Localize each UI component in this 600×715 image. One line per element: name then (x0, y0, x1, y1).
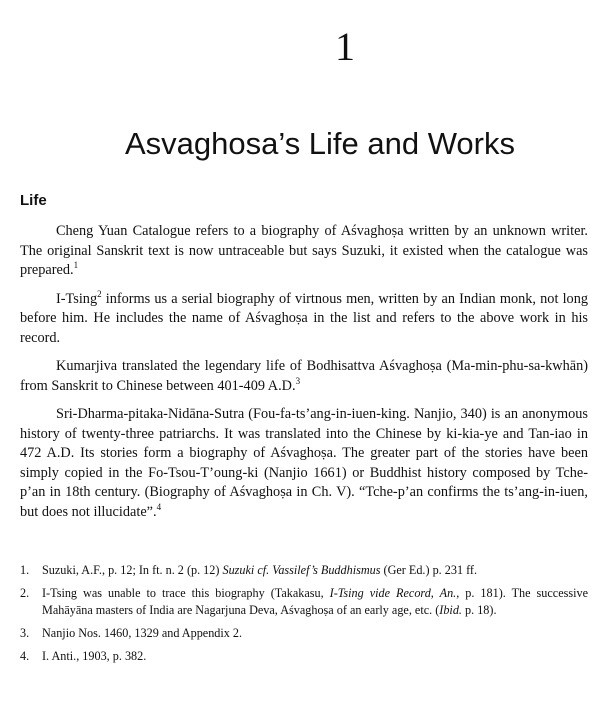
paragraph (20, 222, 588, 281)
footnote-text-part: (Ger Ed.) p. 231 ff. (380, 563, 478, 577)
footnote (20, 648, 588, 665)
footnote-text-part: I-Tsing was unable to trace this biography (Takakasu, (42, 586, 330, 600)
paragraph-text: informs us a serial biography of virtnous men, written by an Indian monk, not long before him. He includes the name of Aśvaghoṣa in the list and refers to the above work in his record. (20, 290, 588, 346)
footnote-ref: 3 (295, 375, 301, 386)
footnote-ref: 1 (73, 260, 79, 271)
footnotes (20, 562, 588, 671)
footnote-text: Nanjio Nos. 1460, 1329 and Appendix 2. (42, 626, 243, 640)
paragraph (20, 357, 588, 396)
footnote (20, 585, 588, 619)
paragraph (20, 405, 588, 522)
body-text (20, 222, 588, 531)
footnote-text-part: p. 18). (461, 603, 497, 617)
paragraph-text: Sri-Dharma-pitaka-Nidāna-Sutra (Fou-fa-ts’ang-in-iuen-king. Nanjio, 340) is an anonymous history of twenty-three patriarchs. It was translated into the Chinese by ki-kia-ye and Tan-iao in 472 A.D. Its stories form a biography of Aśvaghoṣa. The greater part of the stories have been simply copied in the Fo-Tsou-T’oung-ki (Nanjio 1661) or Buddhist history composed by Tche-p’an in 18th century. (Biography of Aśvaghoṣa in Ch. V). “Tche-p’an confirms the ts’ang-in-iuen, but does not illucidate”. (20, 406, 588, 520)
paragraph-lead: I-Tsing (56, 290, 98, 307)
footnote-italic: I-Tsing vide Record, An. (329, 586, 457, 600)
footnote-text (42, 562, 588, 579)
footnote-number: 3. (20, 626, 30, 640)
footnote-italic: Suzuki cf. Vassilef’s Buddhismus (222, 563, 381, 577)
footnote-text-part: Suzuki, A.F., p. 12; In ft. n. 2 (p. 12) (42, 563, 223, 577)
footnote-ref: 2 (97, 288, 102, 299)
footnote-number: 1. (20, 563, 30, 577)
footnote-number: 4. (20, 649, 30, 663)
footnote-text (42, 585, 588, 619)
footnote-text-part: , p. 181). The successive Mahāyāna masters of India are Nagarjuna Deva, Aśvaghoṣa of an early age, etc. ( (42, 586, 588, 617)
footnote (20, 625, 588, 642)
chapter-number: 1 (335, 24, 355, 69)
footnote (20, 562, 588, 579)
paragraph-text: Kumarjiva translated the legendary life of Bodhisattva Aśvaghoṣa (Ma-min-phu-sa-kwhān) from Sanskrit to Chinese between 401-409 A.D. (20, 358, 588, 394)
footnote-text: I. Anti., 1903, p. 382. (42, 649, 147, 663)
footnote-number: 2. (20, 586, 30, 600)
paragraph (20, 290, 588, 349)
footnote-ref: 4 (156, 501, 162, 512)
paragraph-text: Cheng Yuan Catalogue refers to a biography of Aśvaghoṣa written by an unknown writer. The original Sanskrit text is now untraceable but says Suzuki, it existed when the catalogue was prepared. (20, 223, 588, 278)
section-heading: Life (20, 192, 47, 209)
footnote-italic: Ibid. (439, 603, 462, 617)
chapter-title: Asvaghosa’s Life and Works (124, 126, 515, 161)
